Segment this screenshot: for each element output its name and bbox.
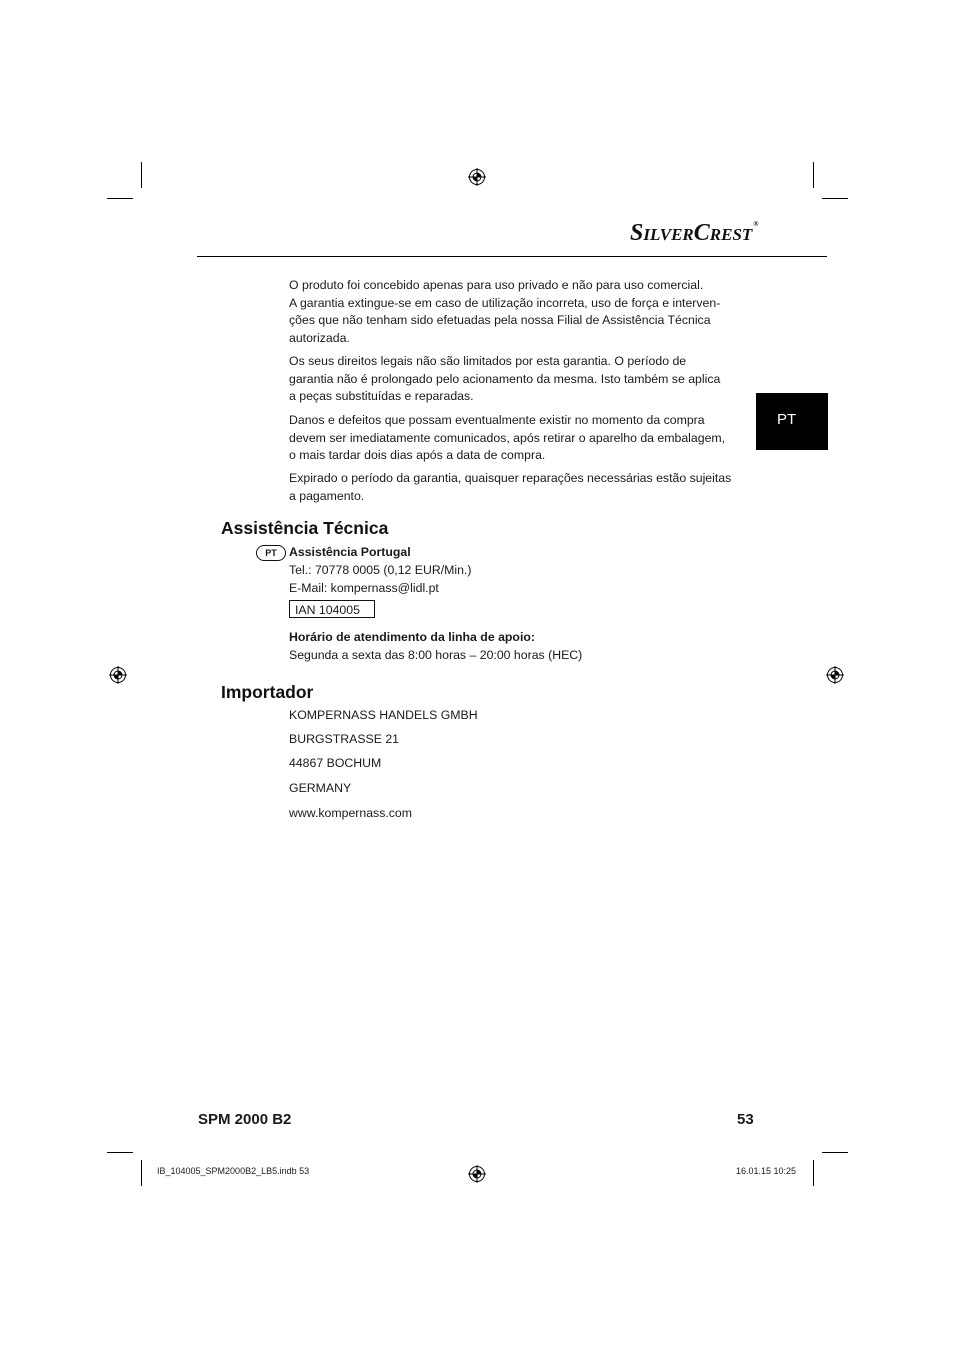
language-tab-label: PT [777, 411, 797, 428]
importer-line: GERMANY [289, 781, 352, 795]
header-rule [197, 256, 827, 257]
country-badge: PT [256, 545, 286, 561]
warranty-paragraph: O produto foi concebido apenas para uso privado e não para uso comercial. A garantia extingue-se em caso de utilização incorreta, uso de força e interven- ções que não tenham sido efetuadas pela nossa Filial de Assistência Técnica autorizada. [289, 278, 721, 345]
registration-mark-icon [826, 666, 844, 684]
crop-mark [141, 1160, 142, 1186]
service-phone: Tel.: 70778 0005 (0,12 EUR/Min.) [289, 563, 472, 577]
crop-mark [107, 1152, 133, 1153]
page-number: 53 [737, 1111, 754, 1128]
importer-line: KOMPERNASS HANDELS GMBH [289, 708, 478, 722]
registration-mark-icon [468, 1165, 486, 1183]
warranty-paragraph: Expirado o período da garantia, quaisquer reparações necessárias estão sujeitas a pagamento. [289, 471, 732, 503]
service-heading: Assistência Técnica [221, 518, 389, 538]
crop-mark [141, 162, 142, 188]
ian-box: IAN 104005 [289, 600, 375, 618]
hours-label: Horário de atendimento da linha de apoio: [289, 630, 535, 644]
warranty-paragraph: Os seus direitos legais não são limitados por esta garantia. O período de garantia não é prolongado pelo acionamento da mesma. Isto também se aplica a peças substituídas e reparadas. [289, 354, 721, 403]
importer-website: www.kompernass.com [289, 806, 413, 820]
importer-heading: Importador [221, 682, 314, 702]
hours-value: Segunda a sexta das 8:00 horas – 20:00 horas (HEC) [289, 648, 583, 662]
brand-logo: SILVERCREST® [630, 220, 759, 246]
warranty-paragraph: Danos e defeitos que possam eventualmente existir no momento da compra devem ser imediatamente comunicados, após retirar o aparelho da embalagem, o mais tardar dois dias após a data de compra. [289, 413, 726, 462]
crop-mark [813, 1160, 814, 1186]
service-email: E-Mail: kompernass@lidl.pt [289, 581, 439, 595]
crop-mark [107, 198, 133, 199]
registration-mark-icon [468, 168, 486, 186]
registration-mark-icon [109, 666, 127, 684]
crop-mark [822, 1152, 848, 1153]
crop-mark [822, 198, 848, 199]
service-name: Assistência Portugal [289, 545, 411, 559]
importer-line: BURGSTRASSE 21 [289, 732, 400, 746]
slug-date: 16.01.15 10:25 [736, 1166, 797, 1176]
slug-file: IB_104005_SPM2000B2_LB5.indb 53 [157, 1166, 310, 1176]
language-tab [756, 393, 828, 450]
crop-mark [813, 162, 814, 188]
importer-line: 44867 BOCHUM [289, 756, 382, 770]
footer-model: SPM 2000 B2 [198, 1111, 292, 1128]
